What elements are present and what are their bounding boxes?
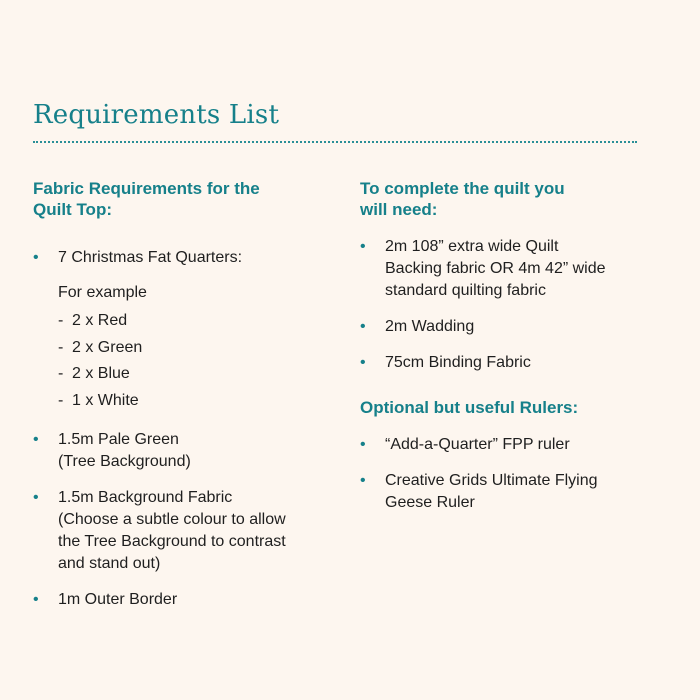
item-line: • 2m Wadding — [385, 318, 475, 335]
completion-requirements-column — [360, 178, 650, 514]
sub-list-item: - 1 x White — [58, 388, 333, 415]
item-line: • 1m Outer Border — [58, 591, 178, 608]
fabric-requirements-heading — [33, 178, 333, 220]
item-line: Geese Ruler — [385, 494, 475, 511]
completion-requirements-list — [360, 236, 650, 374]
item-line: • 2m 108” extra wide Quilt — [385, 238, 559, 255]
optional-rulers-list — [360, 434, 650, 514]
heading-line: Fabric Requirements for the — [33, 179, 260, 198]
item-line: • 75cm Binding Fabric — [385, 354, 531, 371]
list-item — [33, 247, 333, 414]
title-divider — [33, 141, 637, 143]
sub-list-item: - 2 x Green — [58, 335, 333, 362]
item-line: (Tree Background) — [58, 453, 191, 470]
list-item — [33, 487, 333, 575]
item-line: the Tree Background to contrast — [58, 533, 286, 550]
item-line: • 1.5m Background Fabric — [58, 489, 233, 506]
sub-list-item: - 2 x Red — [58, 308, 333, 335]
item-line: Backing fabric OR 4m 42” wide — [385, 260, 606, 277]
page-title: Requirements List — [33, 100, 280, 130]
fabric-requirements-list — [33, 247, 333, 611]
list-item — [360, 316, 650, 338]
item-line: • 1.5m Pale Green — [58, 431, 179, 448]
heading-line: Optional but useful Rulers: — [360, 398, 579, 417]
list-item — [360, 352, 650, 374]
item-line: and stand out) — [58, 555, 161, 572]
item-line: (Choose a subtle colour to allow — [58, 511, 286, 528]
list-item — [360, 236, 650, 302]
example-label: For example — [58, 284, 147, 301]
item-line: • Creative Grids Ultimate Flying — [385, 472, 598, 489]
list-item — [33, 429, 333, 473]
optional-rulers-heading — [360, 397, 650, 418]
item-line: standard quilting fabric — [385, 282, 546, 299]
heading-line: Quilt Top: — [33, 200, 112, 219]
sub-list-item: - 2 x Blue — [58, 361, 333, 388]
fabric-requirements-column — [33, 178, 333, 611]
list-item — [360, 434, 650, 456]
item-line: • 7 Christmas Fat Quarters: — [58, 249, 243, 266]
item-line: • “Add-a-Quarter” FPP ruler — [385, 436, 570, 453]
list-item — [33, 589, 333, 611]
list-item — [360, 470, 650, 514]
heading-line: To complete the quilt you — [360, 179, 565, 198]
example-sub-list — [58, 308, 333, 414]
completion-requirements-heading — [360, 178, 650, 220]
heading-line: will need: — [360, 200, 438, 219]
